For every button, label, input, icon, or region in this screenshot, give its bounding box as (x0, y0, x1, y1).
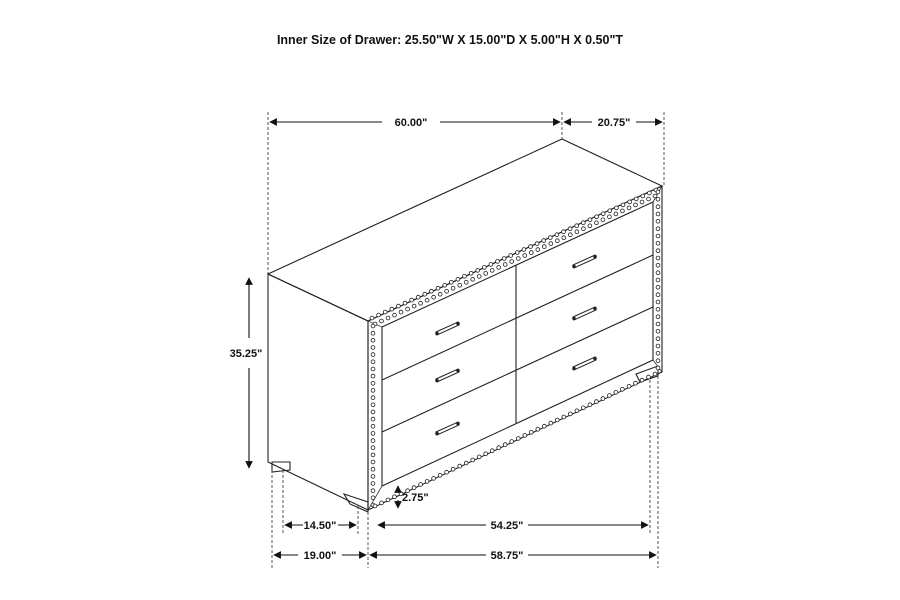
nailhead-stud (484, 452, 488, 456)
nailhead-stud (641, 194, 645, 198)
nailhead-stud (656, 315, 660, 319)
nailhead-stud (516, 437, 520, 441)
nailhead-stud (482, 266, 486, 270)
nailhead-stud (647, 197, 651, 201)
nailhead-stud (614, 212, 618, 216)
nailhead-stud (595, 221, 599, 225)
nailhead-stud (656, 197, 660, 201)
nailhead-stud (634, 381, 638, 385)
inner-drawer-size-caption: Inner Size of Drawer: 25.50"W X 15.00"D X 5.00"H X 0.50"T (276, 33, 624, 47)
nailhead-stud (656, 278, 660, 282)
handle-post (572, 265, 576, 269)
leg-back-left (272, 462, 290, 472)
nailhead-stud (371, 446, 375, 450)
handle-post (435, 432, 439, 436)
nailhead-stud (510, 440, 514, 444)
nailhead-stud (601, 212, 605, 216)
handle-post (572, 317, 576, 321)
nailhead-stud (397, 304, 401, 308)
nailhead-stud (380, 319, 384, 323)
handle-post (593, 307, 597, 311)
nailhead-stud (371, 324, 375, 328)
nailhead-stud (393, 313, 397, 317)
nailhead-stud (568, 412, 572, 416)
nailhead-stud (640, 378, 644, 382)
nailhead-stud (656, 241, 660, 245)
nailhead-stud (581, 221, 585, 225)
drawer-handle (573, 357, 596, 370)
side-inner-label: 14.50" (303, 520, 337, 532)
handle-post (456, 369, 460, 373)
nailhead-stud (634, 197, 638, 201)
nailhead-stud (371, 460, 375, 464)
nailhead-stud (383, 310, 387, 314)
nailhead-stud (386, 316, 390, 320)
nailhead-stud (653, 372, 657, 376)
nailhead-stud (621, 387, 625, 391)
nailhead-stud (588, 224, 592, 228)
nailhead-stud (523, 434, 527, 438)
nailhead-stud (621, 203, 625, 207)
height-label: 35.25" (229, 348, 263, 360)
nailhead-stud (438, 473, 442, 477)
nailhead-stud (648, 191, 652, 195)
nailhead-stud (503, 263, 507, 267)
nailhead-stud (656, 227, 660, 231)
nailhead-stud (393, 495, 397, 499)
nailhead-stud (464, 280, 468, 284)
nailhead-stud (627, 206, 631, 210)
nailhead-stud (653, 194, 657, 198)
nailhead-stud (656, 263, 660, 267)
drawer-row-divider-2 (382, 307, 653, 432)
nailhead-stud (575, 230, 579, 234)
drawer-handle (436, 422, 459, 435)
nailhead-stud (371, 338, 375, 342)
nailhead-stud (371, 496, 375, 500)
nailhead-stud (535, 242, 539, 246)
nailhead-stud (575, 224, 579, 228)
nailhead-stud (476, 269, 480, 273)
nailhead-stud (412, 486, 416, 490)
nailhead-stud (449, 280, 453, 284)
drawer-handle (436, 322, 459, 335)
nailhead-stud (656, 285, 660, 289)
nailhead-stud (490, 269, 494, 273)
nailhead-stud (371, 367, 375, 371)
nailhead-stud (549, 242, 553, 246)
front-frame-outer (368, 186, 662, 510)
nailhead-stud (555, 233, 559, 237)
depth-label: 20.75" (597, 117, 631, 129)
nailhead-stud (386, 498, 390, 502)
nailhead-stud (522, 248, 526, 252)
nailhead-stud (548, 236, 552, 240)
nailhead-stud (509, 254, 513, 258)
nailhead-stud (542, 424, 546, 428)
nailhead-stud (640, 200, 644, 204)
nailhead-stud (608, 215, 612, 219)
nailhead-stud (656, 359, 660, 363)
nailhead-stud (656, 344, 660, 348)
nailhead-stud (497, 266, 501, 270)
nailhead-stud (371, 453, 375, 457)
nailhead-stud (595, 400, 599, 404)
nailhead-stud (621, 209, 625, 213)
nailhead-stud (458, 283, 462, 287)
width-label: 60.00" (394, 117, 428, 129)
handle-post (435, 332, 439, 336)
nailhead-stud (371, 403, 375, 407)
nailhead-stud (656, 351, 660, 355)
nailhead-stud (568, 233, 572, 237)
nailhead-stud (371, 381, 375, 385)
nailhead-stud (608, 394, 612, 398)
nailhead-stud (451, 467, 455, 471)
nailhead-stud (575, 409, 579, 413)
nailhead-stud (656, 337, 660, 341)
nailhead-stud (549, 421, 553, 425)
nailhead-stud (373, 504, 377, 508)
nailhead-stud (469, 271, 473, 275)
nailhead-stud (510, 260, 514, 264)
nailhead-stud (423, 292, 427, 296)
nailhead-stud (656, 293, 660, 297)
nailhead-stud (445, 470, 449, 474)
nailhead-stud (529, 251, 533, 255)
nailhead-stud (406, 307, 410, 311)
leg-height-label: 2.75" (402, 492, 429, 504)
front-inner-label: 54.25" (490, 520, 524, 532)
nailhead-stud (371, 439, 375, 443)
nailhead-stud (502, 257, 506, 261)
nailhead-stud (601, 218, 605, 222)
nailhead-stud (555, 418, 559, 422)
nailhead-stud (627, 384, 631, 388)
nailhead-stud (542, 245, 546, 249)
nailhead-stud (390, 307, 394, 311)
nailhead-stud (425, 298, 429, 302)
nailhead-stud (451, 286, 455, 290)
nailhead-stud (371, 353, 375, 357)
nailhead-stud (496, 260, 500, 264)
handle-post (593, 255, 597, 259)
nailhead-stud (588, 403, 592, 407)
dresser-side-panel (268, 274, 368, 510)
nailhead-stud (529, 430, 533, 434)
drawer-handle (573, 255, 596, 268)
nailhead-stud (656, 219, 660, 223)
dresser-body (268, 139, 662, 512)
nailhead-stud (516, 257, 520, 261)
nailhead-stud (438, 292, 442, 296)
nailhead-stud (497, 446, 501, 450)
nailhead-stud (614, 391, 618, 395)
nailhead-stud (656, 190, 660, 194)
nailhead-stud (601, 397, 605, 401)
drawer-row-divider-1 (382, 255, 653, 380)
nailhead-stud (656, 329, 660, 333)
nailhead-stud (595, 215, 599, 219)
nailhead-stud (371, 432, 375, 436)
nailhead-stud (445, 289, 449, 293)
nailhead-stud (458, 464, 462, 468)
nailhead-stud (464, 461, 468, 465)
nailhead-stud (370, 316, 374, 320)
nailhead-stud (656, 366, 660, 370)
nailhead-stud (582, 406, 586, 410)
nailhead-stud (432, 295, 436, 299)
nailhead-stud (515, 251, 519, 255)
nailhead-stud (371, 410, 375, 414)
nailhead-stud (371, 374, 375, 378)
nailhead-stud (456, 277, 460, 281)
nailhead-stud (403, 301, 407, 305)
drawer-handle (436, 369, 459, 382)
handle-post (593, 357, 597, 361)
leg-front-left (344, 494, 368, 512)
nailhead-stud (416, 295, 420, 299)
nailhead-stud (371, 360, 375, 364)
nailhead-stud (371, 467, 375, 471)
nailhead-stud (489, 263, 493, 267)
dresser-top (268, 139, 662, 321)
nailhead-stud (430, 289, 434, 293)
nailhead-stud (608, 209, 612, 213)
nailhead-stud (656, 249, 660, 253)
nailhead-stud (484, 272, 488, 276)
nailhead-stud (471, 277, 475, 281)
nailhead-stud (443, 283, 447, 287)
nailhead-stud (425, 480, 429, 484)
nailhead-stud (399, 310, 403, 314)
nailhead-stud (656, 271, 660, 275)
nailhead-stud (615, 206, 619, 210)
nailhead-stud (562, 230, 566, 234)
front-outer-label: 58.75" (490, 550, 524, 562)
nailhead-stud (371, 424, 375, 428)
nailhead-trim (370, 188, 660, 508)
nailhead-stud (529, 245, 533, 249)
drawer-handle (573, 307, 596, 320)
nailhead-stud (412, 304, 416, 308)
nailhead-stud (503, 443, 507, 447)
front-frame-inner (382, 202, 653, 486)
handle-post (435, 379, 439, 383)
handle-post (572, 367, 576, 371)
nailhead-stud (463, 274, 467, 278)
nailhead-stud (371, 417, 375, 421)
nailhead-stud (555, 239, 559, 243)
nailhead-stud (371, 346, 375, 350)
nailhead-stud (656, 307, 660, 311)
nailhead-stud (536, 248, 540, 252)
nailhead-stud (647, 375, 651, 379)
nailhead-stud (656, 212, 660, 216)
nailhead-stud (471, 458, 475, 462)
handle-post (456, 322, 460, 326)
nailhead-stud (371, 489, 375, 493)
nailhead-stud (377, 313, 381, 317)
nailhead-stud (656, 322, 660, 326)
nailhead-stud (371, 396, 375, 400)
nailhead-stud (562, 236, 566, 240)
nailhead-stud (536, 427, 540, 431)
side-outer-label: 19.00" (303, 550, 337, 562)
nailhead-stud (371, 482, 375, 486)
nailhead-stud (371, 475, 375, 479)
nailhead-stud (490, 449, 494, 453)
nailhead-stud (436, 286, 440, 290)
nailhead-stud (568, 227, 572, 231)
nailhead-stud (656, 205, 660, 209)
nailhead-stud (542, 239, 546, 243)
nailhead-stud (582, 227, 586, 231)
nailhead-stud (588, 218, 592, 222)
nailhead-stud (419, 301, 423, 305)
nailhead-stud (656, 256, 660, 260)
nailhead-stud (371, 389, 375, 393)
nailhead-stud (410, 298, 414, 302)
nailhead-stud (477, 455, 481, 459)
nailhead-stud (477, 275, 481, 279)
nailhead-stud (432, 477, 436, 481)
nailhead-stud (380, 501, 384, 505)
nailhead-stud (656, 300, 660, 304)
nailhead-stud (656, 234, 660, 238)
nailhead-stud (523, 254, 527, 258)
nailhead-stud (634, 203, 638, 207)
nailhead-stud (628, 200, 632, 204)
nailhead-stud (562, 415, 566, 419)
nailhead-stud (371, 331, 375, 335)
nailhead-stud (419, 483, 423, 487)
handle-post (456, 422, 460, 426)
